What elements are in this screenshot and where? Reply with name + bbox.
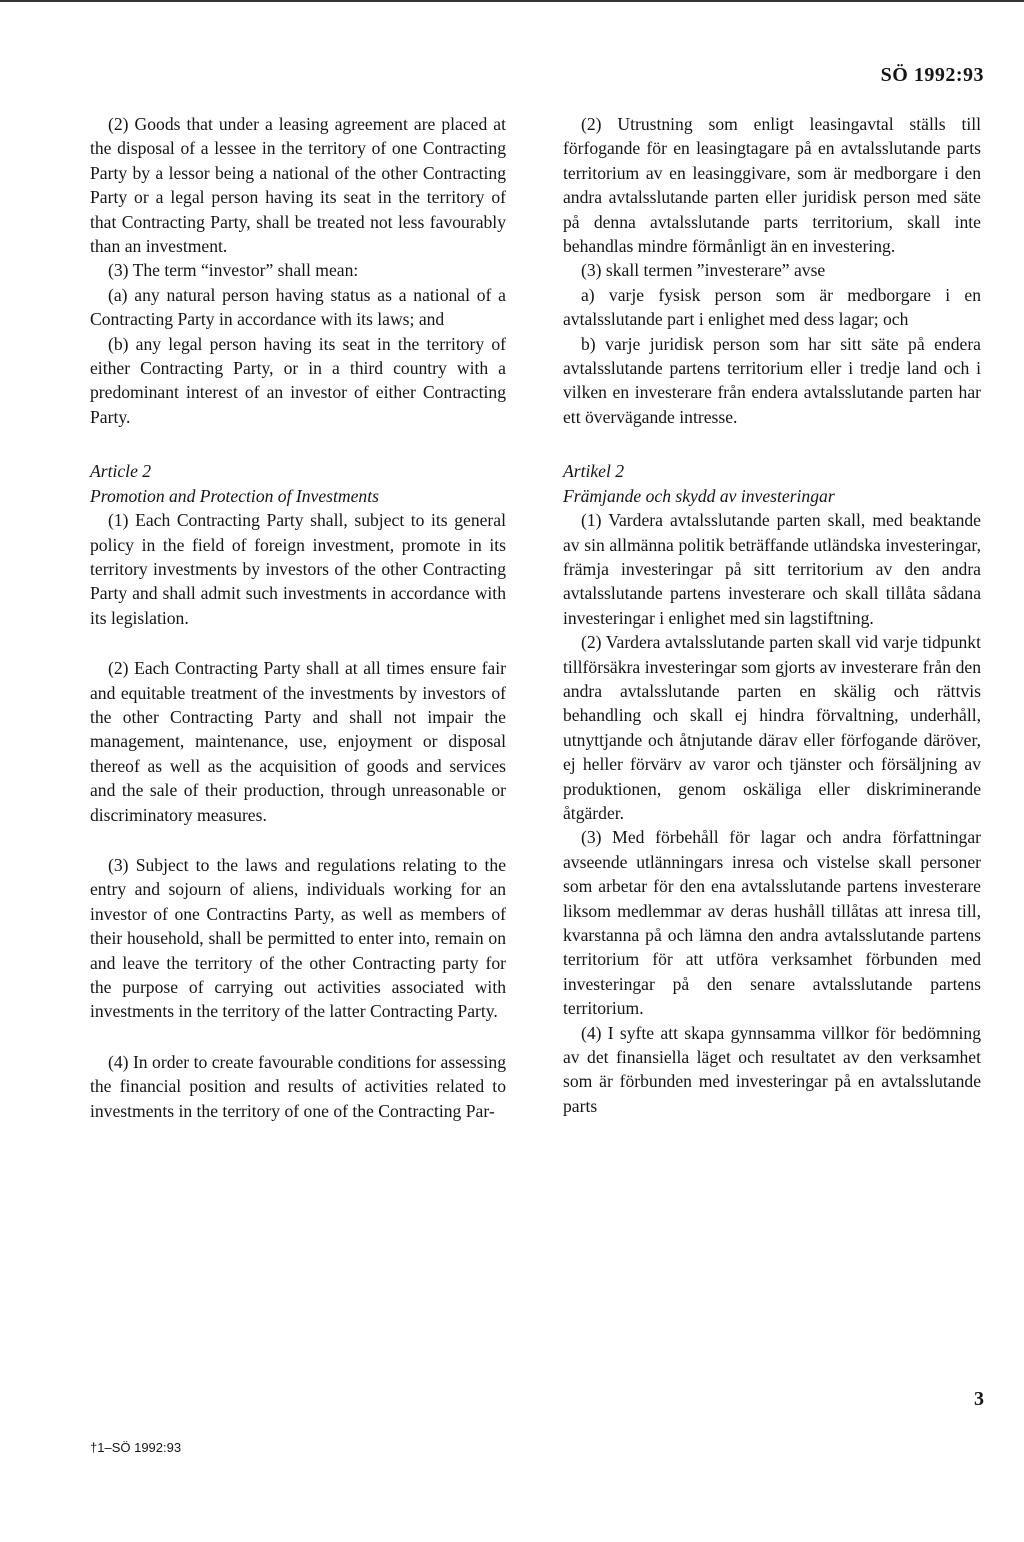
article-label-sv: Artikel 2 — [563, 461, 625, 482]
paragraph-investor-natural-person-sv: a) varje fysisk person som är medborgare i en avtalsslutande part i enlighet med dess lagar; och — [563, 284, 981, 330]
article2-paragraph-2-sv: (2) Vardera avtalsslutande parten skall vid varje tidpunkt tillförsäkra investeringar som gjorts av investerare från den andra avtalsslutande parten en skälig och rättvis behandling och skall ej hindra förvaltning, underhåll, utnyttjande och åtnjutande därav eller förfogande däröver, ej heller förvärv av varor och tjänster och försäljning av produktionen, genom oskäliga eller diskriminerande åtgärder. — [563, 632, 981, 823]
paragraph-investor-natural-person: (a) any natural person having status as a national of a Contracting Party in accordance with its laws; and — [90, 284, 506, 330]
article-label: Article 2 — [90, 461, 152, 482]
page-number: 3 — [974, 1388, 984, 1410]
paragraph-investor-legal-person: (b) any legal person having its seat in the territory of either Contracting Party, or in a third country with a predominant interest of an investor of either Contracting Party. — [90, 333, 506, 427]
swedish-column — [563, 112, 981, 1118]
paragraph-investor-definition-sv: (3) skall termen ”investerare” avse — [581, 260, 826, 281]
article2-paragraph-3-sv: (3) Med förbehåll för lagar och andra författningar avseende utlänningars inresa och vistelse skall personer som arbetar för den ena avtalsslutande partens investerare liksom medlemmar av deras hushåll tillåtas att inresa till, kvarstanna på och lämna den andra avtalsslutande partens territorium för att utföra verksamhet förbunden med investeringar på den senare avtalsslutande partens territorium. — [563, 827, 981, 1019]
article2-paragraph-1: (1) Each Contracting Party shall, subject to its general policy in the field of foreign investment, promote in its territory investments by investors of the other Contracting Party and shall admit such investments in accordance with its legislation. — [90, 510, 506, 628]
article2-paragraph-4: (4) In order to create favourable conditions for assessing the financial position and results of activities related to investments in the territory of one of the Contracting Par- — [90, 1051, 506, 1121]
paragraph-goods-leasing: (2) Goods that under a leasing agreement are placed at the disposal of a lessee in the territory of one Contracting Party by a lessor being a national of the other Contracting Party or a legal person having its seat in the territory of that Contracting Party, shall be treated not less favourably than an investment. — [90, 114, 506, 257]
paragraph-investor-legal-person-sv: b) varje juridisk person som har sitt säte på endera avtalsslutande partens territorium eller i tredje land och i vilken en investerare från endera avtalsslutande parten har ett övervägande intresse. — [563, 333, 981, 427]
article2-paragraph-2: (2) Each Contracting Party shall at all times ensure fair and equitable treatment of the investments by investors of the other Contracting Party and shall not impair the management, maintenance, use, enjoyment or disposal thereof as well as the acquisition of goods and services and the sale of their production, through unreasonable or discriminatory measures. — [90, 658, 506, 825]
english-column — [90, 112, 506, 1123]
paragraph-investor-definition: (3) The term “investor” shall mean: — [108, 260, 359, 281]
article2-paragraph-4-sv: (4) I syfte att skapa gynnsamma villkor för bedömning av det finansiella läget och resultatet av den verksamhet som är förbunden med investeringar på en avtalsslutande parts — [563, 1022, 981, 1116]
article2-paragraph-3: (3) Subject to the laws and regulations relating to the entry and sojourn of aliens, individuals working for an investor of one Contractins Party, as well as members of their household, shall be permitted to enter into, remain on and leave the territory of the other Contracting party for the purpose of carrying out activities associated with investments in the territory of the latter Contracting Party. — [90, 854, 506, 1022]
paragraph-goods-leasing-sv: (2) Utrustning som enligt leasingavtal ställs till förfogande för en leasingtagare på en avtalsslutande parts territorium av en leasinggivare, som är medborgare i den andra avtalsslutande parten eller juridisk person med säte på denna avtalsslutande parts territorium, skall inte behandlas mindre förmånligt än en investering. — [563, 114, 981, 257]
article-title: Promotion and Protection of Investments — [90, 485, 379, 506]
article-title-sv: Främjande och skydd av investeringar — [563, 485, 835, 506]
signature-mark: †1–SÖ 1992:93 — [90, 1440, 182, 1455]
article2-paragraph-1-sv: (1) Vardera avtalsslutande parten skall, med beaktande av sin allmänna politik beträffande utländska investeringar, främja investeringar på sitt territorium av den andra avtalsslutande partens investerare och skall tillåta sådana investeringar i enlighet med sin lagstiftning. — [563, 510, 981, 628]
top-rule — [0, 0, 1024, 2]
document-reference: SÖ 1992:93 — [880, 64, 984, 86]
